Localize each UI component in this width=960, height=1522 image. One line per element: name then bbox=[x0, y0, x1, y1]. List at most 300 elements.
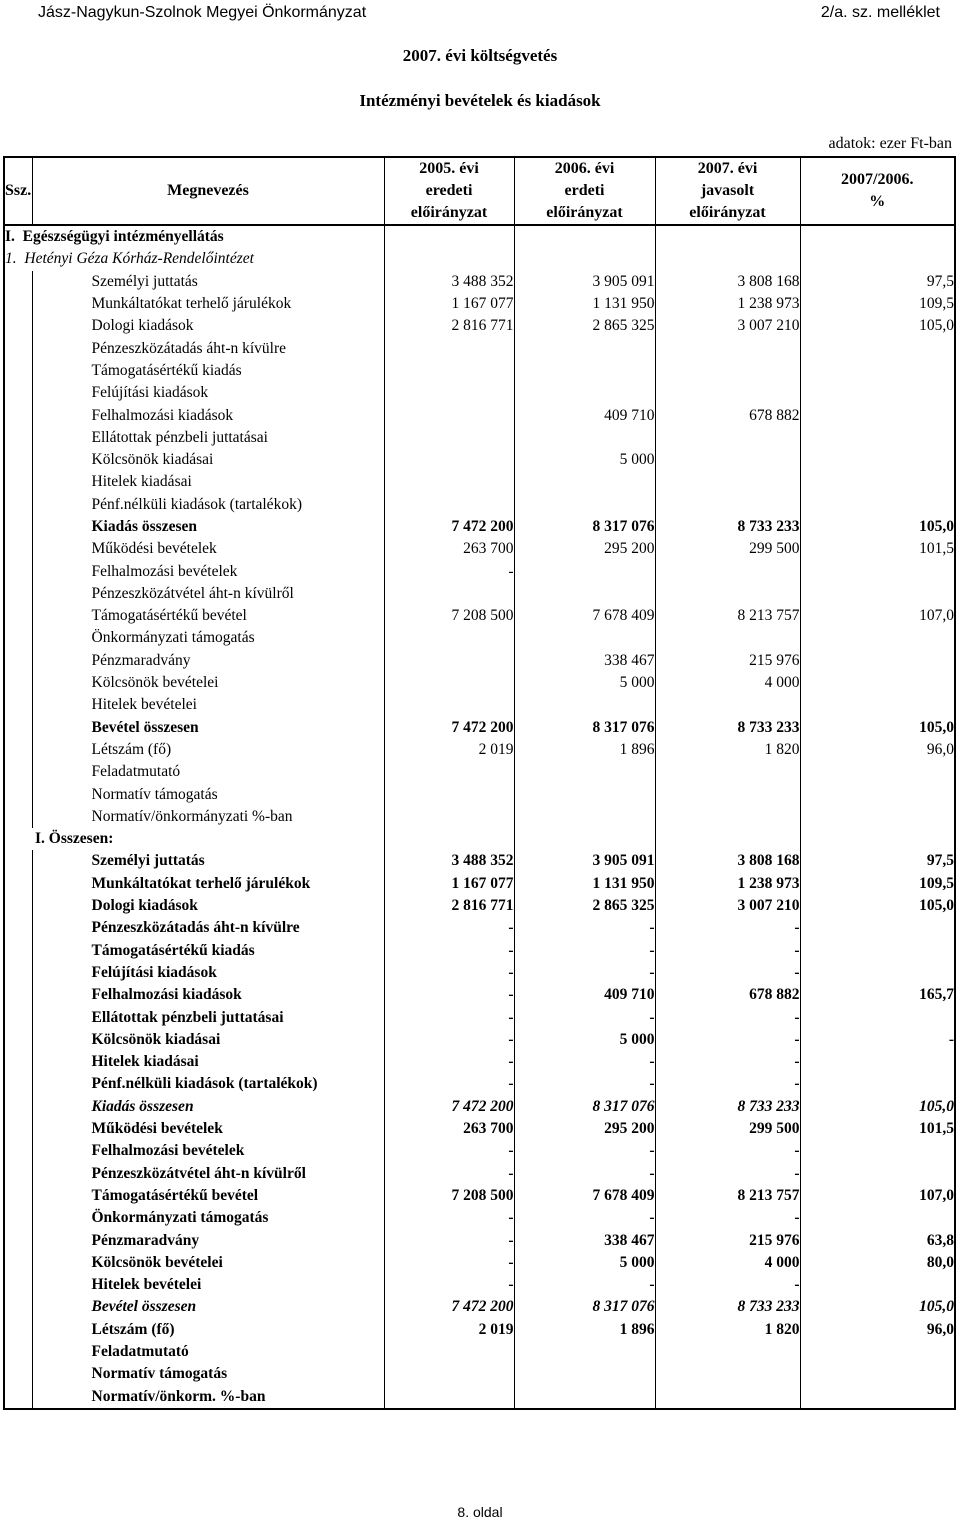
value-2007: 1 238 973 bbox=[655, 873, 800, 895]
value-2006: - bbox=[514, 1274, 655, 1296]
row-ssz bbox=[4, 382, 32, 404]
value-2007: 8 733 233 bbox=[655, 1096, 800, 1118]
value-pct bbox=[800, 783, 955, 805]
value-2007: 678 882 bbox=[655, 984, 800, 1006]
page-title: 2007. évi költségvetés bbox=[402, 46, 558, 65]
value-2007: 299 500 bbox=[655, 1118, 800, 1140]
value-2006: 1 131 950 bbox=[514, 293, 655, 315]
value-2006: 2 865 325 bbox=[514, 895, 655, 917]
table-row bbox=[4, 1096, 955, 1118]
value-2005: 7 472 200 bbox=[384, 516, 514, 538]
table-row bbox=[4, 672, 955, 694]
header-2005 bbox=[384, 157, 514, 225]
row-ssz bbox=[4, 1006, 32, 1028]
value-2007 bbox=[655, 360, 800, 382]
table-row bbox=[4, 1029, 955, 1051]
value-pct: - bbox=[800, 1029, 955, 1051]
value-2007: - bbox=[655, 1073, 800, 1095]
value-2005 bbox=[384, 783, 514, 805]
value-2006: - bbox=[514, 1162, 655, 1184]
value-pct bbox=[800, 382, 955, 404]
value-2007 bbox=[655, 783, 800, 805]
value-2006 bbox=[514, 494, 655, 516]
table-row bbox=[4, 605, 955, 627]
value-2007 bbox=[655, 449, 800, 471]
value-2005: 2 019 bbox=[384, 1319, 514, 1341]
table-row bbox=[4, 739, 955, 761]
value-2007 bbox=[655, 761, 800, 783]
row-label: Hitelek bevételei bbox=[32, 694, 384, 716]
row-label: Kölcsönök kiadásai bbox=[32, 1029, 384, 1051]
value-2005: 1 167 077 bbox=[384, 293, 514, 315]
table-row bbox=[4, 962, 955, 984]
value-pct: 101,5 bbox=[800, 1118, 955, 1140]
value-2006 bbox=[514, 694, 655, 716]
value-pct bbox=[800, 627, 955, 649]
value-pct bbox=[800, 1363, 955, 1385]
value-pct bbox=[800, 1207, 955, 1229]
header-2005-line1: 2005. évi bbox=[419, 160, 479, 177]
row-label: Hitelek bevételei bbox=[32, 1274, 384, 1296]
value-2005: - bbox=[384, 1274, 514, 1296]
value-pct: 96,0 bbox=[800, 739, 955, 761]
row-ssz bbox=[4, 783, 32, 805]
value-pct bbox=[800, 583, 955, 605]
value-2007: 8 733 233 bbox=[655, 516, 800, 538]
value-2006: - bbox=[514, 1006, 655, 1028]
header-2007-line2: javasolt bbox=[700, 182, 755, 199]
header-2006 bbox=[514, 157, 655, 225]
institution-title bbox=[4, 248, 384, 270]
table-row bbox=[4, 1073, 955, 1095]
value-2007 bbox=[655, 694, 800, 716]
value-pct: 63,8 bbox=[800, 1229, 955, 1251]
section-name: Egészségügyi intézményellátás bbox=[22, 228, 224, 246]
row-label: Normatív támogatás bbox=[32, 783, 384, 805]
value-pct: 107,0 bbox=[800, 605, 955, 627]
summary-empty-cell bbox=[514, 828, 655, 850]
value-2006: 295 200 bbox=[514, 538, 655, 560]
row-label: Ellátottak pénzbeli juttatásai bbox=[32, 1006, 384, 1028]
section-title bbox=[4, 225, 384, 248]
row-label: Pénzeszközátvétel áht-n kívülről bbox=[32, 1162, 384, 1184]
value-pct bbox=[800, 1341, 955, 1363]
header-2007-line3: előirányzat bbox=[689, 204, 766, 221]
row-ssz bbox=[4, 1341, 32, 1363]
table-row bbox=[4, 895, 955, 917]
value-pct: 109,5 bbox=[800, 293, 955, 315]
value-pct bbox=[800, 694, 955, 716]
row-label: Kiadás összesen bbox=[32, 1096, 384, 1118]
value-2005: - bbox=[384, 1051, 514, 1073]
value-2005: 2 816 771 bbox=[384, 895, 514, 917]
value-2006 bbox=[514, 471, 655, 493]
row-ssz bbox=[4, 1385, 32, 1408]
table-row bbox=[4, 1185, 955, 1207]
table-row bbox=[4, 1207, 955, 1229]
value-2007: 8 733 233 bbox=[655, 717, 800, 739]
value-2006 bbox=[514, 360, 655, 382]
table-row bbox=[4, 806, 955, 828]
value-pct: 97,5 bbox=[800, 850, 955, 872]
table-row bbox=[4, 761, 955, 783]
value-2007 bbox=[655, 471, 800, 493]
value-2006: 1 131 950 bbox=[514, 873, 655, 895]
row-ssz bbox=[4, 360, 32, 382]
value-pct bbox=[800, 360, 955, 382]
row-label: Támogatásértékű bevétel bbox=[32, 1185, 384, 1207]
table-row bbox=[4, 650, 955, 672]
value-2005: - bbox=[384, 1140, 514, 1162]
value-2007: 8 213 757 bbox=[655, 1185, 800, 1207]
value-2005: - bbox=[384, 560, 514, 582]
value-2006: 5 000 bbox=[514, 449, 655, 471]
summary-empty-cell bbox=[384, 828, 514, 850]
row-label: Kölcsönök kiadásai bbox=[32, 449, 384, 471]
table-row bbox=[4, 717, 955, 739]
value-pct: 165,7 bbox=[800, 984, 955, 1006]
row-label: Kölcsönök bevételei bbox=[32, 1252, 384, 1274]
value-2007 bbox=[655, 1341, 800, 1363]
value-2005 bbox=[384, 471, 514, 493]
value-2006: - bbox=[514, 1140, 655, 1162]
row-label: Önkormányzati támogatás bbox=[32, 627, 384, 649]
table-row bbox=[4, 1252, 955, 1274]
value-pct bbox=[800, 427, 955, 449]
table-row bbox=[4, 1140, 955, 1162]
value-2007: 1 820 bbox=[655, 739, 800, 761]
table-row bbox=[4, 404, 955, 426]
row-label: Felhalmozási kiadások bbox=[32, 404, 384, 426]
table-header-row bbox=[4, 157, 955, 225]
row-label: Felhalmozási bevételek bbox=[32, 1140, 384, 1162]
value-pct bbox=[800, 1162, 955, 1184]
table-row bbox=[4, 271, 955, 293]
value-pct: 105,0 bbox=[800, 1096, 955, 1118]
value-2006 bbox=[514, 337, 655, 359]
row-ssz bbox=[4, 717, 32, 739]
table-row bbox=[4, 917, 955, 939]
value-pct bbox=[800, 672, 955, 694]
value-pct bbox=[800, 962, 955, 984]
value-2005 bbox=[384, 650, 514, 672]
row-label: Létszám (fő) bbox=[32, 739, 384, 761]
row-ssz bbox=[4, 337, 32, 359]
summary-empty-cell bbox=[655, 828, 800, 850]
row-label: Pénzeszközátadás áht-n kívülre bbox=[32, 337, 384, 359]
budget-table bbox=[3, 156, 956, 1410]
value-pct bbox=[800, 1274, 955, 1296]
summary-empty-cell bbox=[800, 828, 955, 850]
value-2006: - bbox=[514, 940, 655, 962]
header-pct-line1: 2007/2006. bbox=[841, 171, 914, 188]
row-label: Normatív/önkormányzati %-ban bbox=[32, 806, 384, 828]
value-2006: 295 200 bbox=[514, 1118, 655, 1140]
table-row bbox=[4, 516, 955, 538]
value-2007: 1 238 973 bbox=[655, 293, 800, 315]
value-2005: - bbox=[384, 1006, 514, 1028]
value-2005: 263 700 bbox=[384, 538, 514, 560]
value-pct: 105,0 bbox=[800, 516, 955, 538]
row-label: Felhalmozási kiadások bbox=[32, 984, 384, 1006]
row-ssz bbox=[4, 1096, 32, 1118]
table-row bbox=[4, 449, 955, 471]
value-2005 bbox=[384, 427, 514, 449]
row-ssz bbox=[4, 917, 32, 939]
value-pct: 105,0 bbox=[800, 315, 955, 337]
value-2006 bbox=[514, 806, 655, 828]
value-pct bbox=[800, 560, 955, 582]
row-label: Pénzeszközátadás áht-n kívülre bbox=[32, 917, 384, 939]
row-ssz bbox=[4, 583, 32, 605]
row-ssz bbox=[4, 1296, 32, 1318]
value-2005 bbox=[384, 672, 514, 694]
value-2007: 8 213 757 bbox=[655, 605, 800, 627]
value-2006: - bbox=[514, 1051, 655, 1073]
value-2005: 7 472 200 bbox=[384, 717, 514, 739]
value-2005: 2 019 bbox=[384, 739, 514, 761]
row-label: Támogatásértékű kiadás bbox=[32, 940, 384, 962]
value-2007 bbox=[655, 494, 800, 516]
document-header-right: 2/a. sz. melléklet bbox=[820, 4, 940, 21]
value-2006: 1 896 bbox=[514, 1319, 655, 1341]
row-ssz bbox=[4, 1229, 32, 1251]
value-2005: - bbox=[384, 1162, 514, 1184]
row-ssz bbox=[4, 315, 32, 337]
row-label: Bevétel összesen bbox=[32, 717, 384, 739]
row-ssz bbox=[4, 627, 32, 649]
value-2005 bbox=[384, 761, 514, 783]
row-ssz bbox=[4, 516, 32, 538]
table-row bbox=[4, 850, 955, 872]
value-2006: 8 317 076 bbox=[514, 1096, 655, 1118]
value-2005: - bbox=[384, 1073, 514, 1095]
table-row bbox=[4, 940, 955, 962]
row-label: Bevétel összesen bbox=[32, 1296, 384, 1318]
value-2005: 7 208 500 bbox=[384, 605, 514, 627]
value-2007 bbox=[655, 337, 800, 359]
value-2007: - bbox=[655, 1006, 800, 1028]
value-2007 bbox=[655, 560, 800, 582]
row-label: Dologi kiadások bbox=[32, 315, 384, 337]
row-label: Pénf.nélküli kiadások (tartalékok) bbox=[32, 494, 384, 516]
value-2007: 3 808 168 bbox=[655, 271, 800, 293]
row-ssz bbox=[4, 605, 32, 627]
row-label: Felújítási kiadások bbox=[32, 382, 384, 404]
value-2006: - bbox=[514, 1073, 655, 1095]
unit-note: adatok: ezer Ft-ban bbox=[828, 135, 952, 152]
value-2006: 5 000 bbox=[514, 1029, 655, 1051]
value-2007: 3 808 168 bbox=[655, 850, 800, 872]
value-2005: 3 488 352 bbox=[384, 850, 514, 872]
row-label: Kiadás összesen bbox=[32, 516, 384, 538]
value-2006: 1 896 bbox=[514, 739, 655, 761]
table-row bbox=[4, 382, 955, 404]
value-2006 bbox=[514, 761, 655, 783]
page-number: 8. oldal bbox=[457, 1504, 503, 1520]
value-2005: - bbox=[384, 940, 514, 962]
row-ssz bbox=[4, 650, 32, 672]
value-2007: - bbox=[655, 940, 800, 962]
value-2007: 215 976 bbox=[655, 650, 800, 672]
table-row bbox=[4, 337, 955, 359]
value-2007: 4 000 bbox=[655, 672, 800, 694]
value-2005 bbox=[384, 449, 514, 471]
value-pct: 107,0 bbox=[800, 1185, 955, 1207]
value-pct bbox=[800, 806, 955, 828]
table-row bbox=[4, 1385, 955, 1408]
row-ssz bbox=[4, 1185, 32, 1207]
header-ssz: Ssz. bbox=[4, 157, 32, 225]
row-label: Pénzmaradvány bbox=[32, 1229, 384, 1251]
value-2007: - bbox=[655, 1207, 800, 1229]
table-row bbox=[4, 315, 955, 337]
section-row bbox=[4, 225, 955, 248]
row-ssz bbox=[4, 984, 32, 1006]
row-label: Működési bevételek bbox=[32, 538, 384, 560]
value-2006: 338 467 bbox=[514, 650, 655, 672]
value-2007: 678 882 bbox=[655, 404, 800, 426]
summary-title-row bbox=[4, 828, 955, 850]
value-2005: - bbox=[384, 917, 514, 939]
value-2007: 1 820 bbox=[655, 1319, 800, 1341]
row-label: Ellátottak pénzbeli juttatásai bbox=[32, 427, 384, 449]
value-2006 bbox=[514, 627, 655, 649]
table-row bbox=[4, 427, 955, 449]
row-ssz bbox=[4, 1140, 32, 1162]
value-2005: 263 700 bbox=[384, 1118, 514, 1140]
row-label: Pénf.nélküli kiadások (tartalékok) bbox=[32, 1073, 384, 1095]
value-2007: - bbox=[655, 1051, 800, 1073]
value-2005 bbox=[384, 404, 514, 426]
value-pct bbox=[800, 917, 955, 939]
table-row bbox=[4, 984, 955, 1006]
row-ssz bbox=[4, 895, 32, 917]
row-ssz bbox=[4, 873, 32, 895]
header-2007-line1: 2007. évi bbox=[697, 160, 758, 177]
row-ssz bbox=[4, 427, 32, 449]
value-pct: 80,0 bbox=[800, 1252, 955, 1274]
value-2007: - bbox=[655, 1274, 800, 1296]
row-label: Feladatmutató bbox=[32, 1341, 384, 1363]
value-2006 bbox=[514, 583, 655, 605]
value-2007: 3 007 210 bbox=[655, 315, 800, 337]
row-label: Normatív/önkorm. %-ban bbox=[32, 1385, 384, 1408]
value-2007: - bbox=[655, 917, 800, 939]
row-ssz bbox=[4, 739, 32, 761]
value-2007 bbox=[655, 1363, 800, 1385]
value-2005 bbox=[384, 806, 514, 828]
header-2006-line1: 2006. évi bbox=[554, 160, 615, 177]
value-2005 bbox=[384, 360, 514, 382]
table-row bbox=[4, 538, 955, 560]
row-label: Munkáltatókat terhelő járulékok bbox=[32, 293, 384, 315]
row-ssz bbox=[4, 1051, 32, 1073]
table-row bbox=[4, 1341, 955, 1363]
row-label: Hitelek kiadásai bbox=[32, 1051, 384, 1073]
value-2007 bbox=[655, 583, 800, 605]
value-2006 bbox=[514, 382, 655, 404]
value-pct: 105,0 bbox=[800, 1296, 955, 1318]
header-pct-line2: % bbox=[869, 193, 886, 210]
row-ssz bbox=[4, 1029, 32, 1051]
value-2006: 2 865 325 bbox=[514, 315, 655, 337]
value-pct bbox=[800, 761, 955, 783]
row-label: Pénzmaradvány bbox=[32, 650, 384, 672]
value-2007: 4 000 bbox=[655, 1252, 800, 1274]
row-label: Munkáltatókat terhelő járulékok bbox=[32, 873, 384, 895]
value-2005: - bbox=[384, 1252, 514, 1274]
value-pct bbox=[800, 650, 955, 672]
row-ssz bbox=[4, 694, 32, 716]
row-ssz bbox=[4, 1073, 32, 1095]
row-ssz bbox=[4, 449, 32, 471]
value-2005 bbox=[384, 1341, 514, 1363]
row-ssz bbox=[4, 672, 32, 694]
value-2005 bbox=[384, 494, 514, 516]
value-pct: 105,0 bbox=[800, 717, 955, 739]
value-2005 bbox=[384, 382, 514, 404]
table-row bbox=[4, 560, 955, 582]
value-2005: 7 208 500 bbox=[384, 1185, 514, 1207]
value-2005: - bbox=[384, 1207, 514, 1229]
row-ssz bbox=[4, 962, 32, 984]
table-row bbox=[4, 1162, 955, 1184]
table-row bbox=[4, 494, 955, 516]
value-2007: 8 733 233 bbox=[655, 1296, 800, 1318]
row-ssz bbox=[4, 1162, 32, 1184]
value-2005: - bbox=[384, 1229, 514, 1251]
value-2007: - bbox=[655, 1029, 800, 1051]
value-2005: - bbox=[384, 962, 514, 984]
value-2006: 338 467 bbox=[514, 1229, 655, 1251]
value-2005 bbox=[384, 1385, 514, 1408]
value-2006: - bbox=[514, 917, 655, 939]
value-pct bbox=[800, 1051, 955, 1073]
value-pct bbox=[800, 449, 955, 471]
row-label: Támogatásértékű bevétel bbox=[32, 605, 384, 627]
header-pct bbox=[800, 157, 955, 225]
table-row bbox=[4, 1319, 955, 1341]
value-pct: 97,5 bbox=[800, 271, 955, 293]
value-2005 bbox=[384, 627, 514, 649]
value-2005: 7 472 200 bbox=[384, 1096, 514, 1118]
value-2007: 299 500 bbox=[655, 538, 800, 560]
summary-title: I. Összesen: bbox=[4, 828, 384, 850]
value-2006: 3 905 091 bbox=[514, 271, 655, 293]
row-label: Pénzeszközátvétel áht-n kívülről bbox=[32, 583, 384, 605]
row-ssz bbox=[4, 1274, 32, 1296]
value-pct bbox=[800, 404, 955, 426]
row-label: Hitelek kiadásai bbox=[32, 471, 384, 493]
row-label: Személyi juttatás bbox=[32, 850, 384, 872]
header-2006-line2: erdeti bbox=[564, 182, 605, 199]
header-2006-line3: előirányzat bbox=[546, 204, 623, 221]
value-pct: 109,5 bbox=[800, 873, 955, 895]
row-ssz bbox=[4, 1118, 32, 1140]
value-2005: - bbox=[384, 984, 514, 1006]
value-pct bbox=[800, 1140, 955, 1162]
row-ssz bbox=[4, 940, 32, 962]
table-row bbox=[4, 1296, 955, 1318]
value-2005: - bbox=[384, 1029, 514, 1051]
value-2007: - bbox=[655, 1162, 800, 1184]
institution-number: 1. bbox=[5, 250, 17, 268]
table-row bbox=[4, 471, 955, 493]
value-pct bbox=[800, 1073, 955, 1095]
value-2006 bbox=[514, 783, 655, 805]
value-2005: 3 488 352 bbox=[384, 271, 514, 293]
